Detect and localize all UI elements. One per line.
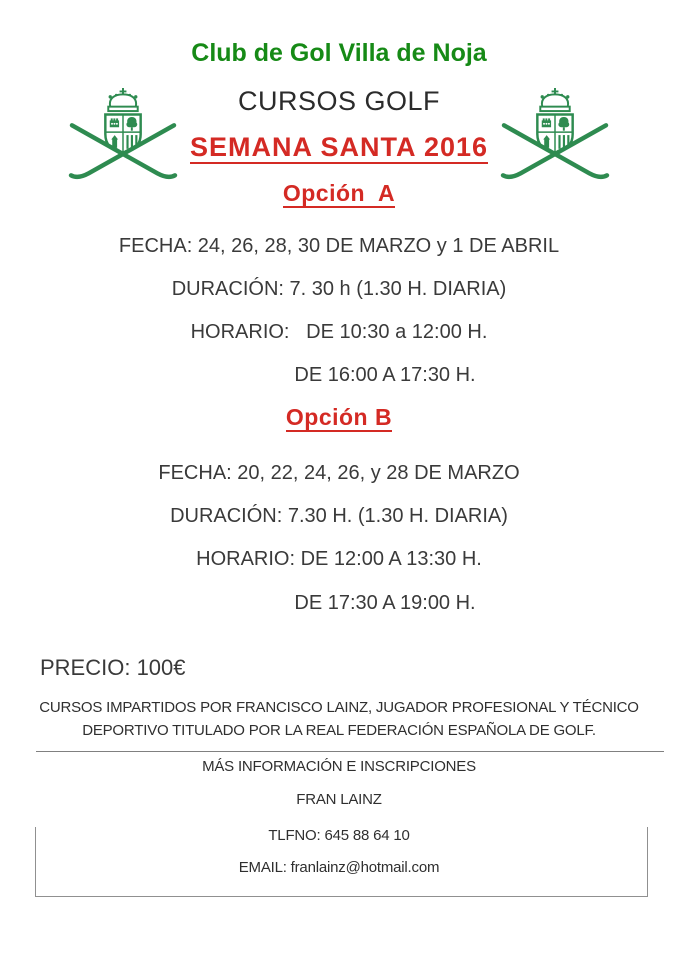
option-b-fecha: FECHA: 20, 22, 24, 26, y 28 DE MARZO <box>158 462 520 484</box>
club-crest-icon <box>64 88 182 192</box>
option-b-horario-line1: HORARIO: DE 12:00 A 13:30 H. <box>196 548 482 570</box>
contact-phone: TLFNO: 645 88 64 10 <box>268 827 410 844</box>
event-title-text: SEMANA SANTA 2016 <box>189 132 489 162</box>
option-b-duracion: DURACIÓN: 7.30 H. (1.30 H. DIARIA) <box>170 505 508 527</box>
club-title: Club de Gol Villa de Noja <box>191 39 487 67</box>
club-crest-icon <box>496 88 614 192</box>
option-a-heading-text: Opción A <box>282 180 396 206</box>
contact-header: MÁS INFORMACIÓN E INSCRIPCIONES <box>202 758 476 775</box>
option-b-horario-line2: DE 17:30 A 19:00 H. <box>294 592 476 614</box>
option-a-fecha: FECHA: 24, 26, 28, 30 DE MARZO y 1 DE ABRIL <box>118 235 560 257</box>
option-b-heading-text: Opción B <box>285 404 393 430</box>
option-a-duracion: DURACIÓN: 7. 30 h (1.30 H. DIARIA) <box>171 278 507 300</box>
option-a-horario-line2: DE 16:00 A 17:30 H. <box>294 364 476 386</box>
instructor-note-line1: CURSOS IMPARTIDOS POR FRANCISCO LAINZ, JUGADOR PROFESIONAL Y TÉCNICO <box>39 699 639 716</box>
option-a-horario-line1: HORARIO: DE 10:30 a 12:00 H. <box>190 321 488 343</box>
instructor-note-line2: DEPORTIVO TITULADO POR LA REAL FEDERACIÓN ESPAÑOLA DE GOLF. <box>82 722 596 739</box>
contact-email: EMAIL: franlainz@hotmail.com <box>238 859 440 876</box>
divider-line <box>36 751 664 752</box>
option-b-heading <box>0 406 678 432</box>
courses-title: CURSOS GOLF <box>237 86 441 116</box>
precio: PRECIO: 100€ <box>40 655 186 680</box>
contact-box <box>35 827 648 897</box>
contact-name: FRAN LAINZ <box>296 791 382 808</box>
